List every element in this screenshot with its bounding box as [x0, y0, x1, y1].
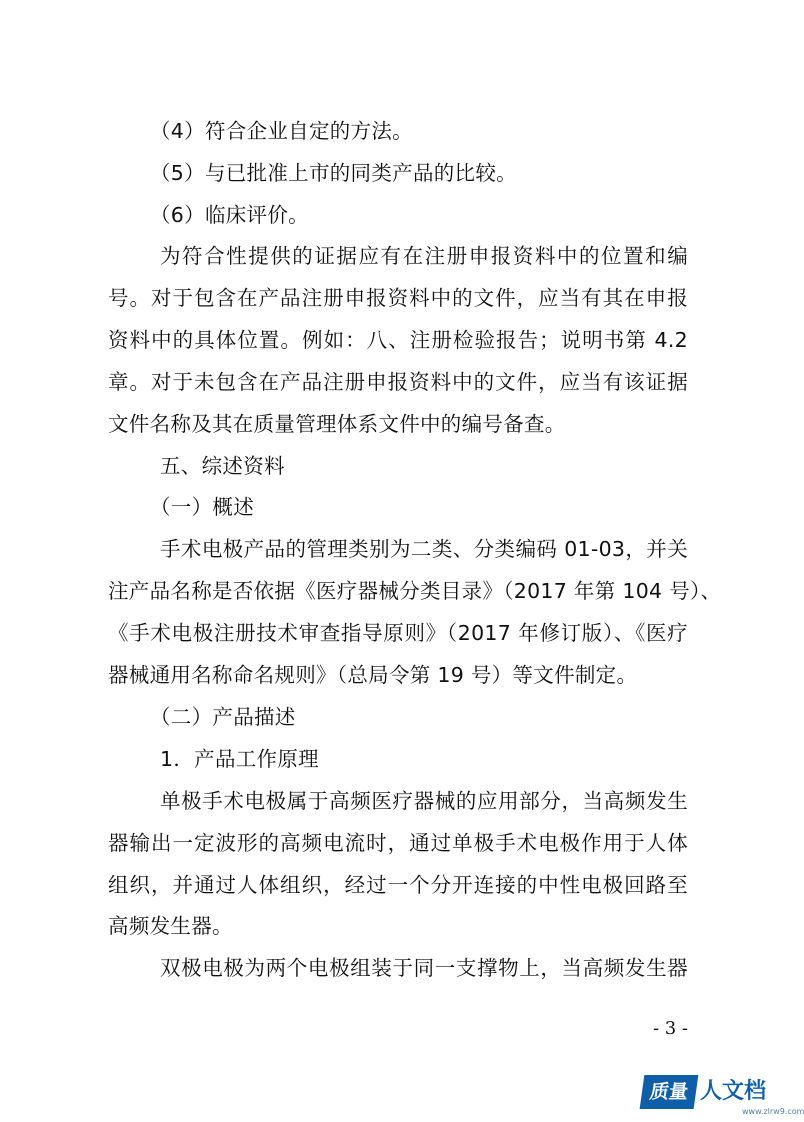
- paragraph-line: 器输出一定波形的高频电流时，通过单极手术电极作用于人体: [108, 831, 688, 855]
- paragraph-line: 手术电极产品的管理类别为二类、分类编码 01-03，并关: [160, 537, 688, 561]
- paragraph-line: 《手术电极注册技术审查指导原则》（2017 年修订版）、《医疗: [108, 621, 688, 645]
- watermark-box: 质量: [640, 1075, 699, 1109]
- watermark-logo: [642, 1073, 804, 1117]
- page-number: - 3 -: [652, 1018, 688, 1039]
- paragraph-line: 器械通用名称命名规则》（总局令第 19 号）等文件制定。: [108, 663, 638, 687]
- subsection-heading: （二）产品描述: [150, 705, 296, 729]
- section-heading: 五、综述资料: [160, 454, 285, 478]
- list-item-5: （5）与已批准上市的同类产品的比较。: [150, 161, 517, 185]
- item-heading: 1．产品工作原理: [160, 747, 319, 771]
- paragraph-line: 章。对于未包含在产品注册申报资料中的文件，应当有该证据: [108, 370, 688, 394]
- subsection-heading: （一）概述: [150, 495, 254, 519]
- watermark-url: www.zlrw9.com: [742, 1107, 804, 1116]
- paragraph-line: 为符合性提供的证据应有在注册申报资料中的位置和编: [160, 244, 688, 268]
- paragraph-line: 高频发生器。: [108, 914, 233, 938]
- paragraph-line: 单极手术电极属于高频医疗器械的应用部分，当高频发生: [160, 789, 688, 813]
- paragraph-line: 组织，并通过人体组织，经过一个分开连接的中性电极回路至: [108, 873, 688, 897]
- paragraph-line: 资料中的具体位置。例如：八、注册检验报告；说明书第 4.2: [108, 328, 688, 352]
- list-item-6: （6）临床评价。: [150, 203, 309, 227]
- paragraph-line: 文件名称及其在质量管理体系文件中的编号备查。: [108, 412, 566, 436]
- paragraph-line: 双极电极为两个电极组装于同一支撑物上，当高频发生器: [160, 956, 688, 980]
- list-item-4: （4）符合企业自定的方法。: [150, 119, 413, 143]
- paragraph-line: 号。对于包含在产品注册申报资料中的文件，应当有其在申报: [108, 286, 688, 310]
- watermark-text: 人文档: [700, 1079, 767, 1104]
- paragraph-line: 注产品名称是否依据《医疗器械分类目录》（2017 年第 104 号）、: [108, 579, 722, 603]
